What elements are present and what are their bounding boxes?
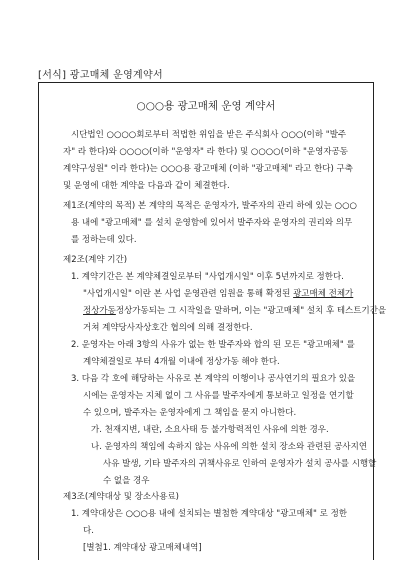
- intro-line: 및 운영에 대한 계약을 다음과 같이 체결한다.: [63, 181, 230, 191]
- intro-paragraph: [63, 127, 357, 195]
- article-3-item-1-line: 다.: [83, 526, 94, 536]
- underlined-phrase: 정상가동: [83, 306, 116, 316]
- article-3-title: 제3조(계약대상 및 장소사용료): [63, 492, 179, 502]
- article-3-item-1-line: 1. 계약대상은 ○○○용 내에 설치되는 별첨한 계약대상 "광고매체" 로 정한: [71, 509, 347, 519]
- article-2-item-2-line: 계약체결일로 부터 4개월 이내에 정상가동 해야 한다.: [83, 357, 280, 367]
- article-2-item-1-line: 거쳐 계약당사자상호간 협의에 의해 결정한다.: [83, 323, 253, 333]
- article-2-item-1-text: "사업개시일" 이란 본 사업 운영관련 임원을 통해 확정된: [83, 289, 294, 299]
- article-2-item-3-na-line: 사유 발생, 기타 발주자의 귀책사유로 인하여 운영자가 설치 공사를 시행할: [103, 459, 377, 469]
- article-2-item-1-line: [63, 303, 387, 320]
- article-1-line: 를 정하는데 있다.: [71, 235, 137, 245]
- intro-line: 계약구성원" 이라 한다)는 ○○○용 광고매체 (이하 "광고매체" 라고 한다) 구축: [63, 164, 353, 174]
- intro-line: 자" 라 한다)와 ○○○○(이하 "운영자" 라 한다) 및 ○○○○(이하 "운영자공동: [63, 147, 348, 157]
- underlined-phrase: 광고매체 전체가: [293, 289, 354, 299]
- article-2-item-3-ga: 가. 천재지변, 내란, 소요사태 등 불가항력적인 사유에 의한 경우.: [91, 425, 329, 435]
- article-2-title: 제2조(계약 기간): [63, 255, 128, 265]
- article-2-item-3-na-line: 나. 운영자의 책임에 속하지 않는 사유에 의한 설치 장소와 관련된 공사지연: [91, 442, 368, 452]
- article-1: [63, 198, 357, 249]
- intro-line: 시단법인 ○○○○회로부터 적법한 위임을 받은 주식회사 ○○○(이하 "발주: [71, 130, 347, 140]
- article-2-item-3-line: 시에는 운영자는 지체 없이 그 사유를 발주자에게 통보하고 일정을 연기할: [83, 391, 354, 401]
- article-1-line: 제1조(계약의 목적) 본 계약의 목적은 운영자가, 발주자의 관리 하에 있는 ○○○: [63, 201, 357, 211]
- article-2-item-3-line: 3. 다음 각 호에 해당하는 사유로 본 계약의 이행이나 공사연기의 필요가 있을: [71, 374, 356, 384]
- article-2-item-1-line: [63, 286, 357, 303]
- article-2-item-3-line: 수 있으며, 발주자는 운영자에게 그 책임을 묻지 아니한다.: [83, 408, 297, 418]
- article-3: [63, 489, 357, 557]
- article-2-item-2-line: 2. 운영자는 아래 3항의 사유가 없는 한 발주자와 합의 된 모든 "광고매체" 를: [71, 340, 355, 350]
- attachment-label: [별첨1. 계약대상 광고매체내역]: [83, 543, 202, 553]
- article-2-item-1-text: 정상가동되는 그 시작일을 말하며, 이는 "광고매체" 설치 후 테스트기간을: [115, 306, 387, 316]
- document-frame: [38, 82, 387, 560]
- article-2-item-1-line: 1. 계약기간은 본 계약체결일로부터 "사업개시일" 이후 5년까지로 정한다.: [71, 272, 344, 282]
- article-2: [63, 252, 387, 490]
- document-header-label: [서식] 광고매체 운영계약서: [38, 70, 163, 81]
- article-1-line: 용 내에 "광고매체" 를 설치 운영함에 있어서 발주자와 운영자의 권리와 의무: [71, 218, 353, 228]
- article-2-item-3-na-line: 수 없을 경우: [103, 476, 150, 486]
- document-title: ○○○용 광고매체 운영 계약서: [136, 100, 276, 112]
